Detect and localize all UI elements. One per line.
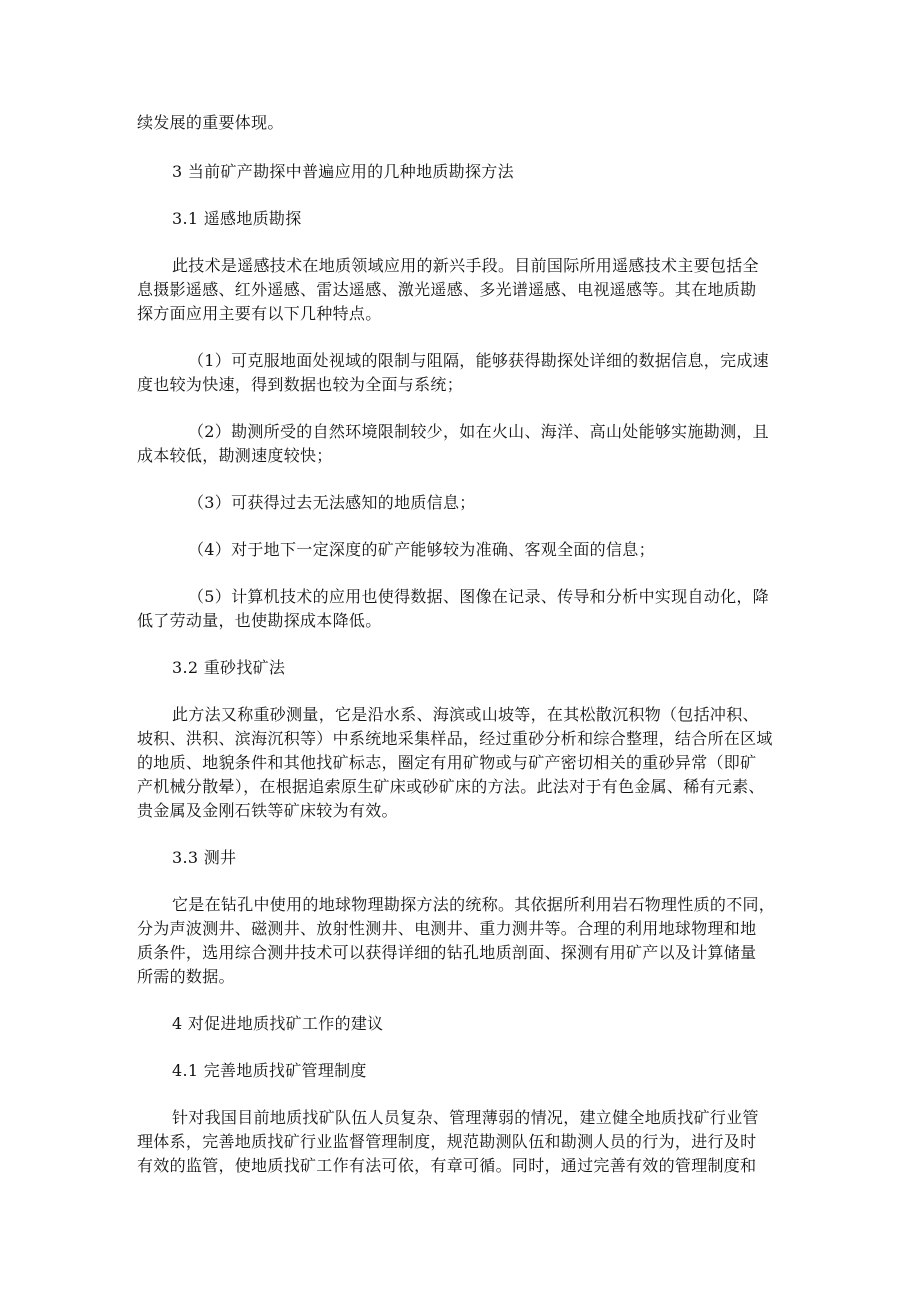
paragraph-line: 有效的监管，使地质找矿工作有法可依，有章可循。同时，通过完善有效的管理制度和 (137, 1156, 757, 1175)
paragraph-line: 它是在钻孔中使用的地球物理勘探方法的统称。其依据所利用岩石物理性质的不同， (172, 895, 776, 914)
paragraph-line: 探方面应用主要有以下几种特点。 (137, 304, 382, 323)
paragraph-line: 产机械分散晕），在根据追索原生矿床或砂矿床的方法。此法对于有色金属、稀有元素、 (137, 777, 765, 796)
list-item: 低了劳动量，也使勘探成本降低。 (137, 611, 382, 630)
subsection-heading: 3.1 遥感地质勘探 (172, 209, 302, 228)
paragraph-line: 贵金属及金刚石铁等矿床较为有效。 (137, 801, 398, 820)
list-item: （5）计算机技术的应用也使得数据、图像在记录、传导和分析中实现自动化，降 (188, 587, 769, 606)
subsection-heading: 3.2 重砂找矿法 (172, 658, 286, 677)
list-item: （1）可克服地面处视域的限制与阻隔，能够获得勘探处详细的数据信息，完成速 (188, 351, 769, 370)
list-item: （2）勘测所受的自然环境限制较少，如在火山、海洋、高山处能够实施勘测，且 (188, 422, 769, 441)
list-item: （4）对于地下一定深度的矿产能够较为准确、客观全面的信息； (188, 540, 655, 559)
list-item: 度也较为快速，得到数据也较为全面与系统； (137, 375, 464, 394)
subsection-heading: 4.1 完善地质找矿管理制度 (172, 1061, 367, 1080)
paragraph-line: 续发展的重要体现。 (137, 113, 284, 132)
subsection-heading: 3.3 测井 (172, 848, 237, 867)
paragraph-line: 的地质、地貌条件和其他找矿标志，圈定有用矿物或与矿产密切相关的重砂异常（即矿 (137, 753, 757, 772)
section-heading: 3 当前矿产勘探中普遍应用的几种地质勘探方法 (172, 162, 514, 181)
paragraph-line: 理体系，完善地质找矿行业监督管理制度，规范勘测队伍和勘测人员的行为，进行及时 (137, 1132, 757, 1151)
paragraph-line: 针对我国目前地质找矿队伍人员复杂、管理薄弱的情况，建立健全地质找矿行业管 (172, 1108, 759, 1127)
paragraph-line: 此方法又称重砂测量，它是沿水系、海滨或山坡等，在其松散沉积物（包括冲积、 (172, 705, 759, 724)
paragraph-line: 所需的数据。 (137, 967, 235, 986)
paragraph-line: 分为声波测井、磁测井、放射性测井、电测井、重力测井等。合理的利用地球物理和地 (137, 919, 757, 938)
list-item: （3）可获得过去无法感知的地质信息； (188, 493, 476, 512)
paragraph-line: 息摄影遥感、红外遥感、雷达遥感、激光遥感、多光谱遥感、电视遥感等。其在地质勘 (137, 280, 757, 299)
paragraph-line: 质条件，选用综合测井技术可以获得详细的钻孔地质剖面、探测有用矿产以及计算储量 (137, 943, 757, 962)
paragraph-line: 坡积、洪积、滨海沉积等）中系统地采集样品，经过重砂分析和综合整理，结合所在区域 (137, 729, 773, 748)
paragraph-line: 此技术是遥感技术在地质领域应用的新兴手段。目前国际所用遥感技术主要包括全 (172, 256, 759, 275)
section-heading: 4 对促进地质找矿工作的建议 (172, 1014, 384, 1033)
list-item: 成本较低，勘测速度较快； (137, 446, 333, 465)
